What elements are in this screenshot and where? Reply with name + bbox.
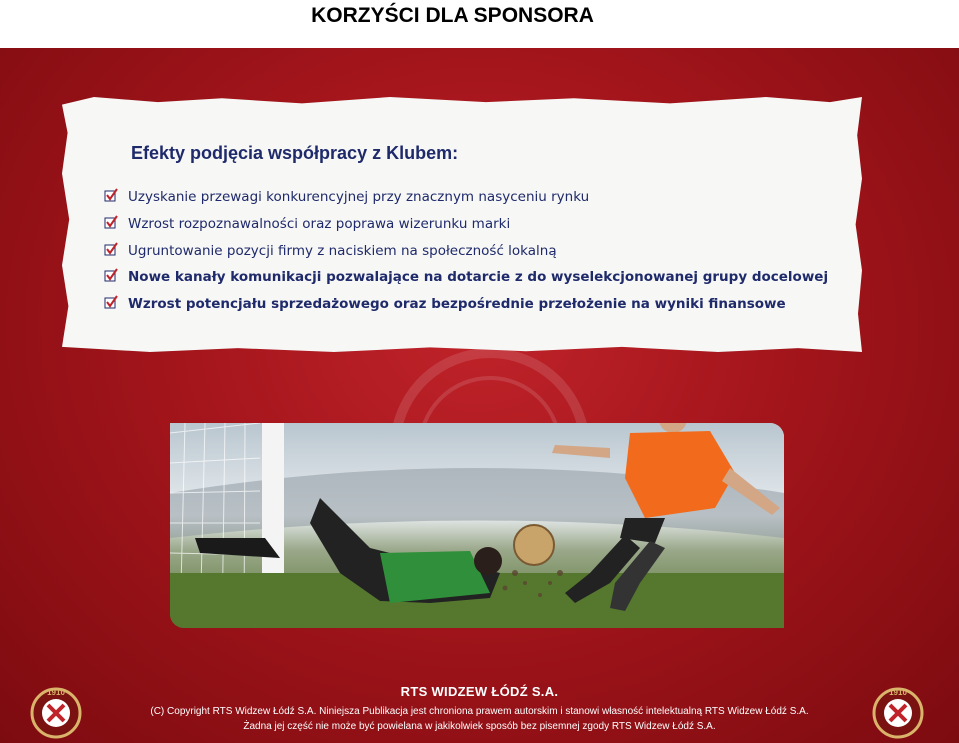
benefits-heading: Efekty podjęcia współpracy z Klubem: [131, 143, 459, 163]
page-title: KORZYŚCI DLA SPONSORA [311, 4, 594, 27]
checkbox-checked-icon [104, 268, 118, 282]
footer-club-name: RTS WIDZEW ŁÓDŹ S.A. [400, 684, 559, 699]
benefit-item [104, 291, 828, 318]
checkbox-checked-icon [104, 215, 118, 229]
club-logo-right-icon [870, 683, 926, 739]
logo-year: 1910 [47, 688, 65, 697]
benefit-item [104, 211, 828, 238]
checkbox-checked-icon [104, 295, 118, 309]
checkbox-checked-icon [104, 188, 118, 202]
header-bar [0, 0, 959, 50]
benefit-item [104, 264, 828, 291]
checkbox-checked-icon [104, 242, 118, 256]
football-photo [170, 423, 784, 628]
club-logo-left-icon [28, 683, 84, 739]
benefit-item [104, 238, 828, 265]
footer-copyright-line-1: (C) Copyright RTS Widzew Łódź S.A. Niniejsza Publikacja jest chroniona prawem autorskim i stanowi własność intelektualną RTS Widzew Łódź S.A. [150, 706, 809, 717]
benefit-text: Uzyskanie przewagi konkurencyjnej przy znacznym nasyceniu rynku [128, 189, 590, 205]
logo-year: 1910 [889, 688, 907, 697]
benefit-text: Ugruntowanie pozycji firmy z naciskiem na społeczność lokalną [128, 242, 557, 259]
benefit-text: Wzrost potencjału sprzedażowego oraz bezpośrednie przełożenie na wyniki finansowe [128, 296, 786, 313]
benefits-list [104, 184, 828, 318]
benefit-text: Nowe kanały komunikacji pozwalające na dotarcie z do wyselekcjonowanej grupy docelowej [128, 269, 829, 286]
footer-copyright-line-2: Żadna jej część nie może być powielana w jakikolwiek sposób bez pisemnej zgody RTS Widzew Łódź S.A. [243, 721, 716, 732]
football-scene-illustration [170, 423, 784, 628]
benefit-item [104, 184, 828, 211]
benefit-text: Wzrost rozpoznawalności oraz poprawa wizerunku marki [128, 215, 511, 232]
